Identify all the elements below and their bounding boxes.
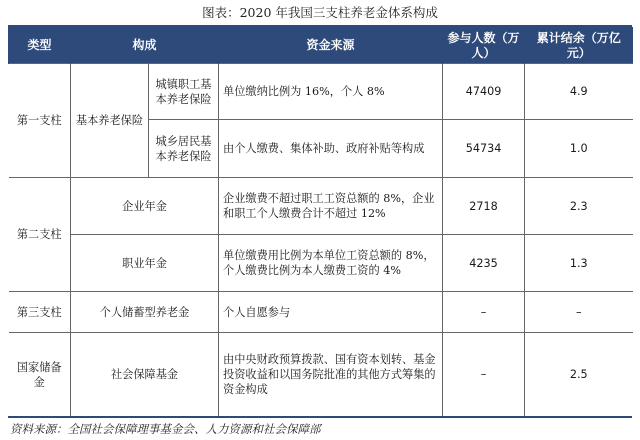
personal-pension-participants: – [443, 292, 525, 333]
table-header-row [9, 28, 633, 64]
header-type: 类型 [9, 28, 71, 64]
personal-pension-source: 个人自愿参与 [219, 292, 443, 333]
header-composition: 构成 [71, 28, 219, 64]
social-security-fund-participants: – [443, 333, 525, 417]
enterprise-annuity-name: 企业年金 [71, 178, 219, 235]
header-participants: 参与人数（万人） [443, 28, 525, 64]
occupational-annuity-participants: 4235 [443, 235, 525, 292]
personal-pension-balance: – [525, 292, 633, 333]
social-security-fund-balance: 2.5 [525, 333, 633, 417]
pillar2-type: 第二支柱 [9, 178, 71, 292]
occupational-annuity-balance: 1.3 [525, 235, 633, 292]
enterprise-annuity-participants: 2718 [443, 178, 525, 235]
source-footnote: 资料来源：全国社会保障理事基金会、人力资源和社会保障部 [10, 422, 321, 436]
rural-insurance-name: 城乡居民基本养老保险 [149, 120, 219, 178]
urban-insurance-balance: 4.9 [525, 64, 633, 120]
personal-pension-name: 个人储蓄型养老金 [71, 292, 219, 333]
urban-insurance-participants: 47409 [443, 64, 525, 120]
pension-system-table [8, 27, 633, 417]
enterprise-annuity-balance: 2.3 [525, 178, 633, 235]
table-row [9, 333, 633, 417]
rural-insurance-participants: 54734 [443, 120, 525, 178]
urban-insurance-name: 城镇职工基本养老保险 [149, 64, 219, 120]
table-row [9, 178, 633, 235]
rural-insurance-source: 由个人缴费、集体补助、政府补贴等构成 [219, 120, 443, 178]
enterprise-annuity-source: 企业缴费不超过职工工资总额的 8%，企业和职工个人缴费合计不超过 12% [219, 178, 443, 235]
table-caption: 图表：2020 年我国三支柱养老金体系构成 [202, 5, 438, 20]
urban-insurance-source: 单位缴纳比例为 16%，个人 8% [219, 64, 443, 120]
pillar1-type: 第一支柱 [9, 64, 71, 178]
social-security-fund-name: 社会保障基金 [71, 333, 219, 417]
table-row [9, 292, 633, 333]
occupational-annuity-source: 单位缴费用比例为本单位工资总额的 8%，个人缴费比例为本人缴费工资的 4% [219, 235, 443, 292]
occupational-annuity-name: 职业年金 [71, 235, 219, 292]
header-funding-source: 资金来源 [219, 28, 443, 64]
bottom-rule [8, 416, 632, 418]
header-balance: 累计结余（万亿元） [525, 28, 633, 64]
rural-insurance-balance: 1.0 [525, 120, 633, 178]
pillar3-type: 第三支柱 [9, 292, 71, 333]
table-row [9, 64, 633, 120]
table-row [9, 235, 633, 292]
pillar1-group: 基本养老保险 [71, 64, 149, 178]
national-reserve-type: 国家储备金 [9, 333, 71, 417]
social-security-fund-source: 由中央财政预算拨款、国有资本划转、基金投资收益和以国务院批准的其他方式筹集的资金构成 [219, 333, 443, 417]
